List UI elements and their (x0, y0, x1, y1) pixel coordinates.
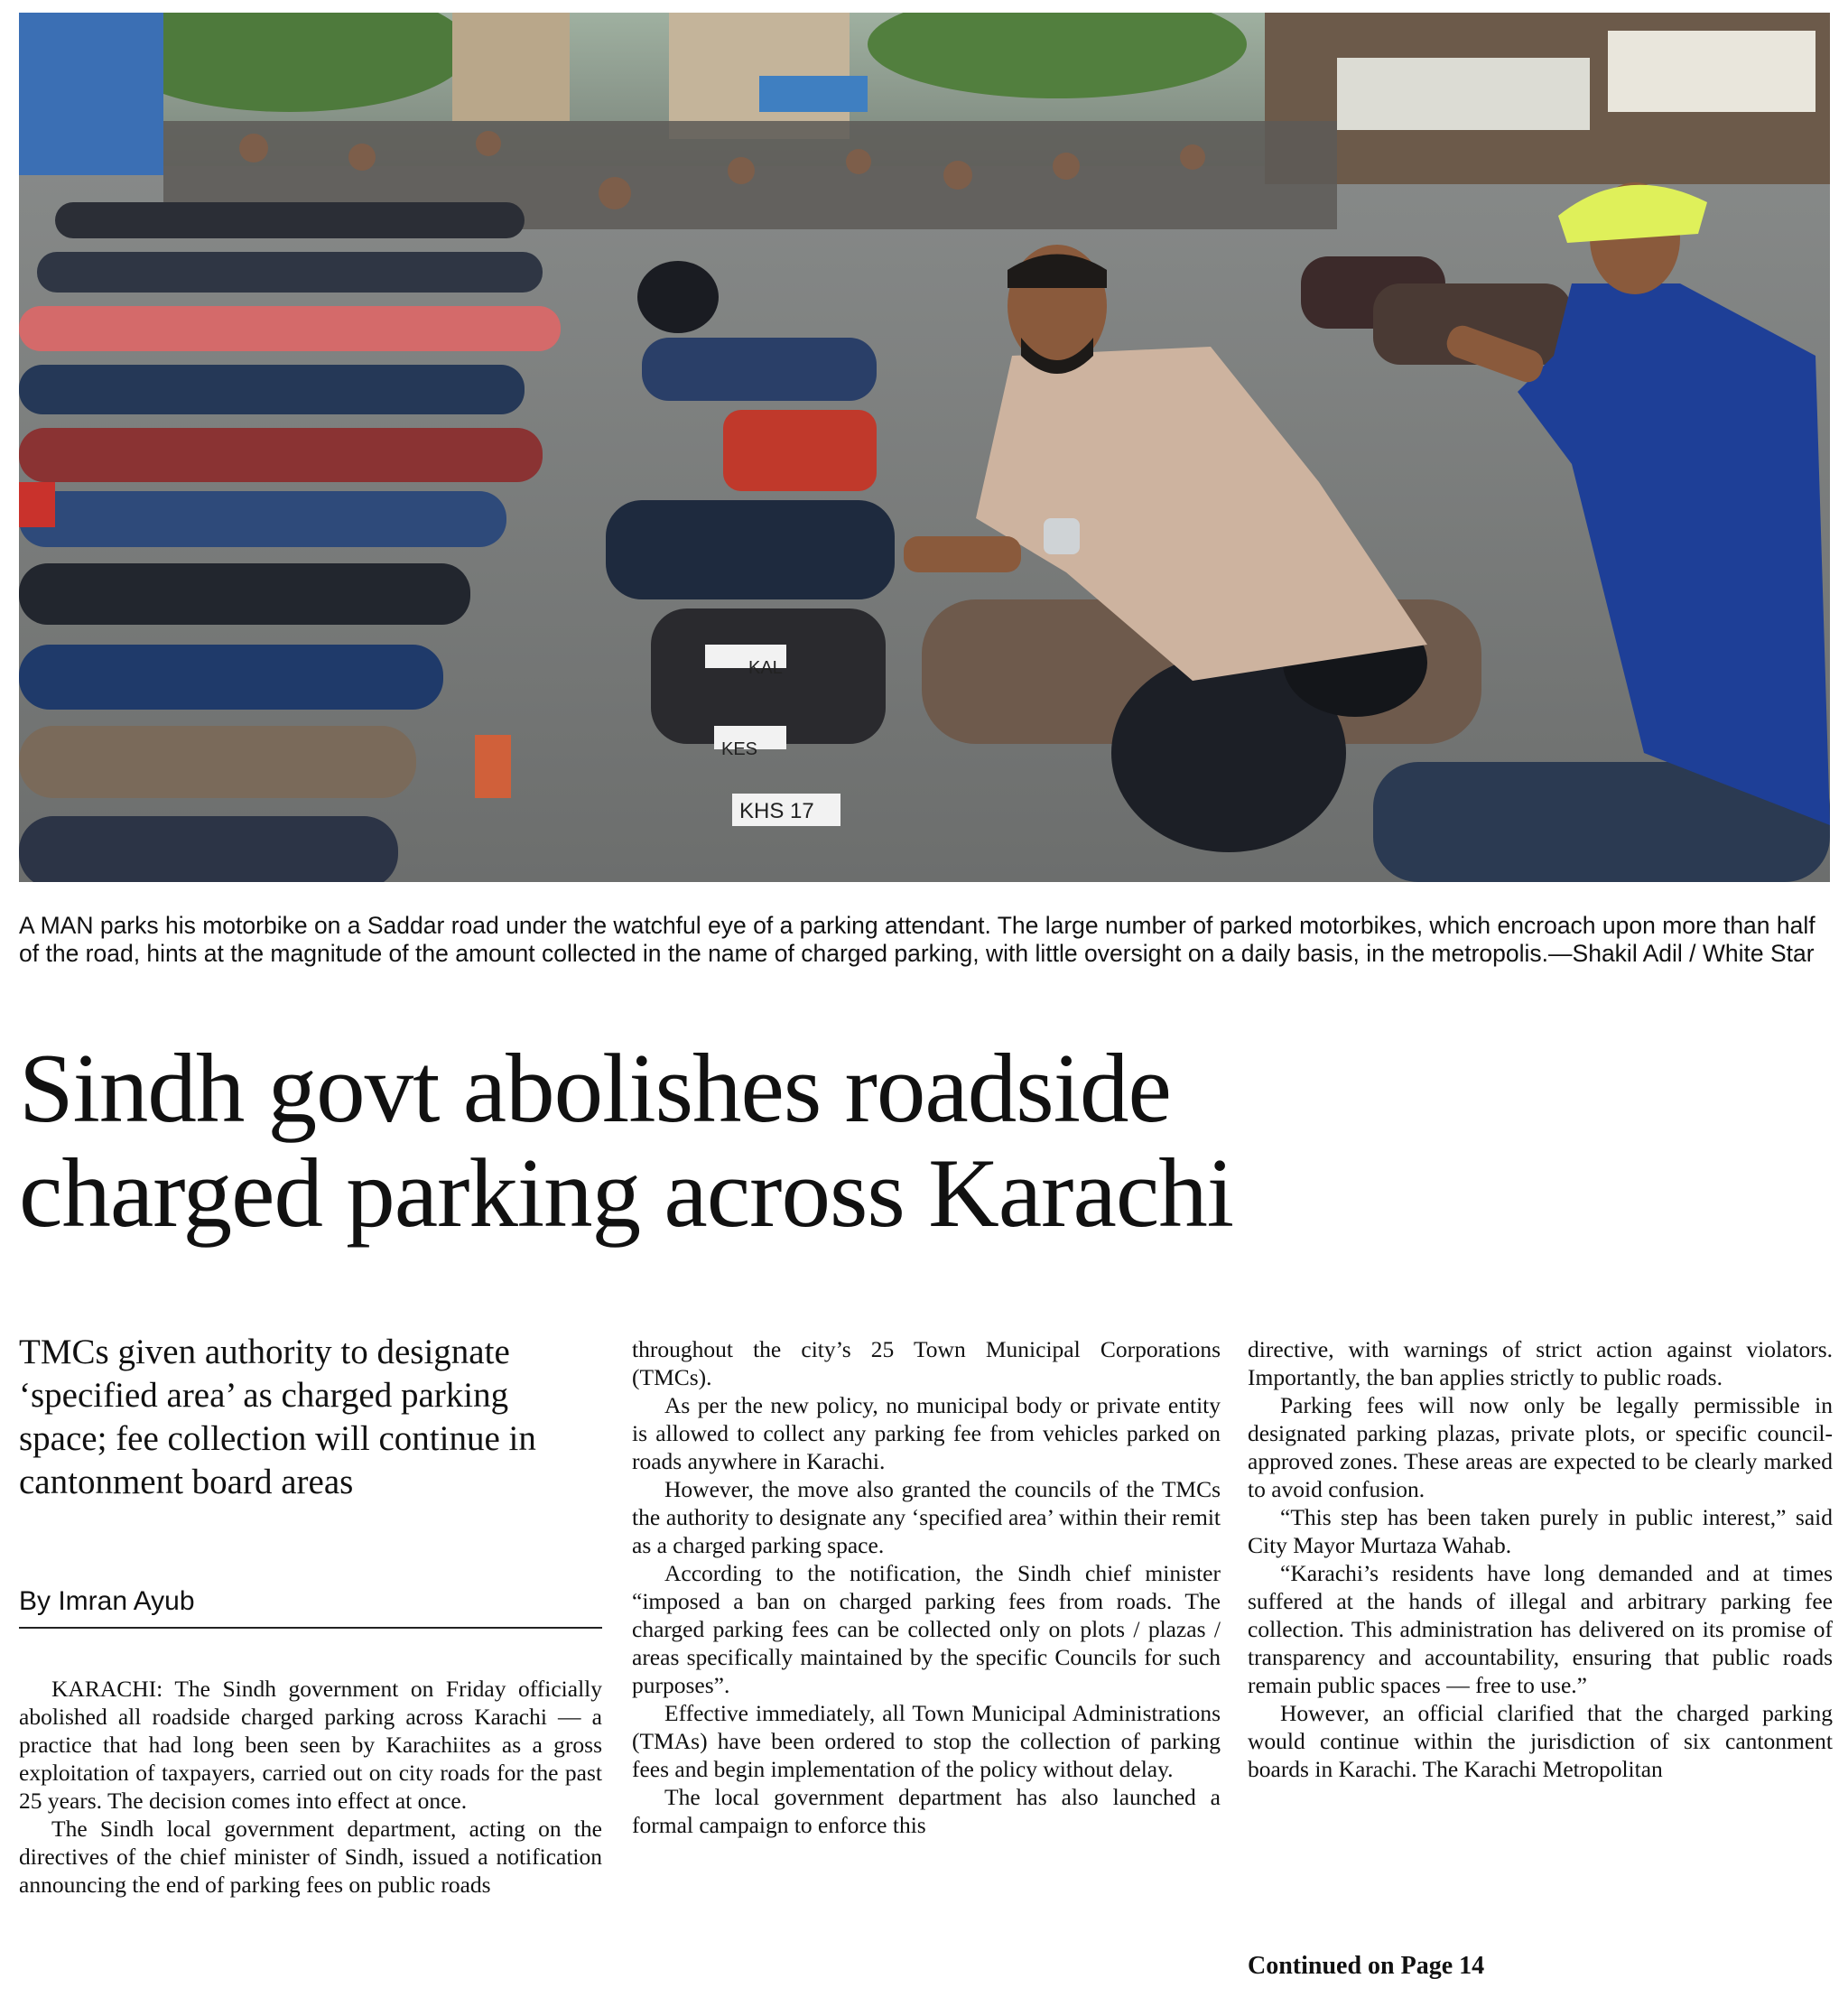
paragraph: However, the move also granted the councils of the TMCs the authority to designate any ‘specified area’ within their remit as a charged parking space. (632, 1476, 1221, 1558)
photo-caption: A MAN parks his motorbike on a Saddar road under the watchful eye of a parking attendant. The large number of parked motorbikes, which encroach upon more than half of the road, hints at the magnitude of the amount collected in the name of charged parking, with little oversight on a daily basis, in the metropolis.—Shakil Adil / White Star (19, 912, 1815, 967)
awning (1337, 58, 1590, 130)
building (452, 13, 570, 121)
headline (19, 1036, 1834, 1246)
paragraph: The Sindh local government department, acting on the directives of the chief minister of Sindh, issued a notification announcing the end of parking fees on public roads (19, 1816, 602, 1898)
helmet (637, 261, 719, 333)
article-column-1 (19, 1675, 602, 1899)
paragraph: Parking fees will now only be legally permissible in designated parking plazas, private plots, or specific council-approved zones. These areas are expected to be clearly marked to avoid confusion. (1248, 1392, 1833, 1502)
headline-line-1: Sindh govt abolishes roadside (19, 1034, 1171, 1143)
banner (1608, 31, 1815, 112)
article-column-3 (1248, 1335, 1833, 1783)
paragraph: Effective immediately, all Town Municipal Administrations (TMAs) have been ordered to stop the collection of parking fees and begin implementation of the policy without delay. (632, 1700, 1221, 1782)
plate-text: KAL (748, 658, 783, 678)
stall-left (19, 13, 163, 175)
paragraph: However, an official clarified that the charged parking would continue within the jurisdiction of six cantonment boards in Karachi. The Karachi Metropolitan (1248, 1700, 1833, 1782)
plate-text: KES (721, 739, 758, 759)
paragraph: “This step has been taken purely in public interest,” said City Mayor Murtaza Wahab. (1248, 1504, 1833, 1558)
paragraph: As per the new policy, no municipal body or private entity is allowed to collect any parking fee from vehicles parked on roads anywhere in Karachi. (632, 1392, 1221, 1474)
continued-on-link[interactable]: Continued on Page 14 (1248, 1952, 1485, 1980)
byline-rule (19, 1627, 602, 1629)
wristwatch (1044, 518, 1080, 554)
paragraph: throughout the city’s 25 Town Municipal Corporations (TMCs). (632, 1336, 1221, 1390)
plate-text: KHS 17 (739, 799, 814, 823)
paragraph: The local government department has also launched a formal campaign to enforce this (632, 1784, 1221, 1838)
street-scene-illustration (19, 13, 1830, 882)
paragraph: directive, with warnings of strict action against violators. Importantly, the ban applies strictly to public roads. (1248, 1336, 1833, 1390)
paragraph: KARACHI: The Sindh government on Friday officially abolished all roadside charged parking across Karachi — a practice that had long been seen by Karachiites as a gross exploitation of taxpayers, carried out on city roads for the past 25 years. The decision comes into effect at once. (19, 1676, 602, 1814)
blue-tarp (759, 76, 868, 112)
news-photo (19, 13, 1830, 882)
paragraph: According to the notification, the Sindh chief minister “imposed a ban on charged parking fees from roads. The charged parking fees can be collected only on plots / plazas / areas specifically maintained by the specific Councils for such purposes”. (632, 1560, 1221, 1698)
subheadline: TMCs given authority to designate ‘specified area’ as charged parking space; fee collection will continue in cantonment board areas (19, 1333, 536, 1501)
paragraph: “Karachi’s residents have long demanded and at times suffered at the hands of illegal and arbitrary parking fee collection. This administration has delivered on its promise of transparency and accountability, ensuring that public roads remain public spaces — free to use.” (1248, 1560, 1833, 1698)
headline-line-2: charged parking across Karachi (19, 1138, 1234, 1248)
article-column-2 (632, 1335, 1221, 1839)
byline: By Imran Ayub (19, 1586, 195, 1616)
